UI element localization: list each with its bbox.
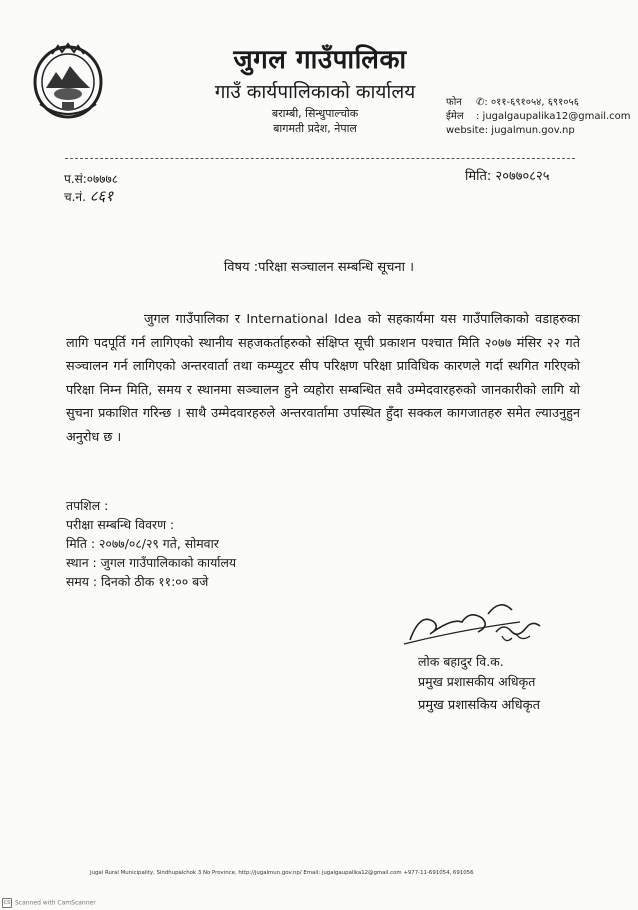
signer-name: लोक बहादुर वि.क. <box>418 654 504 669</box>
signer-title-stamp: प्रमुख प्रशासकिय अधिकृत <box>418 698 541 713</box>
letter-subject: विषय :परिक्षा सञ्चालन सम्बन्धि सूचना । <box>223 260 415 275</box>
camscanner-icon: CS <box>3 900 11 906</box>
signer-title: प्रमुख प्रशासकीय अधिकृत <box>418 674 536 689</box>
handwritten-signature <box>400 592 550 652</box>
exam-date: मिति : २०७७/०८/२९ गते, सोमवार <box>66 536 219 551</box>
email-value[interactable]: : jugalgaupalika12@gmail.com <box>476 111 631 122</box>
office-location-district: बराम्बी, सिन्धुपाल्चोक <box>271 107 359 120</box>
office-subtitle: गाउँ कार्यपालिकाको कार्यालय <box>214 81 416 103</box>
contact-phone <box>446 96 631 110</box>
office-location-province: बागमती प्रदेश, नेपाल <box>273 122 357 135</box>
scanner-text: Scanned with CamScanner <box>15 899 96 907</box>
exam-time: समय : दिनको ठीक ११:०० बजे <box>66 574 209 589</box>
contact-block <box>446 96 631 138</box>
contact-email <box>446 110 631 124</box>
details-heading: तपशिल : <box>66 498 109 513</box>
contact-website <box>446 124 631 138</box>
letter-body: जुगल गाउँपालिका र International Idea को सहकार्यमा यस गाउँपालिकाको वडाहरुका लागि पदपूर्ति गर्न लागिएको स्थानीय सहजकर्ताहरुको संक्षिप्त सूची प्रकाशन पश्चात मिति २०७७ मंसिर २२ गते सञ्चालन गर्न लागिएको अन्तरवार्ता तथा कम्प्युटर सीप परिक्षण परिक्षा प्राविधिक कारणले गर्दा स्थगित गरिएको परिक्षा निम्न मिति, समय र स्थानमा सञ्चालन हुने व्यहोरा सम्बन्धित सवै उम्मेदवारहरुको जानकारीको लागि यो सुचना प्रकाशित गरिन्छ । साथै उम्मेदवारहरुले अन्तरवार्तामा उपस्थित हुँदा सक्कल कागजातहरु समेत ल्याउनुहुन अनुरोध छ । <box>66 312 580 445</box>
chalani-number <box>64 186 113 206</box>
signer-block <box>418 652 540 716</box>
phone-label: फोन <box>446 97 462 108</box>
letter-date: मिति: २०७७०८२५ <box>465 169 550 184</box>
phone-icon: ✆ <box>476 97 485 108</box>
patra-sankhya: प.सं:०७७७८ <box>64 172 118 186</box>
details-block <box>66 496 236 591</box>
phone-value: : ०११-६९१०५४, ६९१०५६ <box>484 97 579 108</box>
exam-place: स्थान : जुगल गाउँपालिकाको कार्यालय <box>66 555 237 570</box>
email-label: ईमेल <box>446 111 464 122</box>
chalani-value: ८६१ <box>89 187 114 205</box>
letter-footer: Jugal Rural Municipality, Sindhupalchok 3 No Province, http://jugalmun.gov.np/ Email: jugalgaupalika12@gmail.com +977-11-691054, 691056 <box>90 870 474 876</box>
details-subheading: परीक्षा सम्बन्धि विवरण : <box>66 517 175 532</box>
government-emblem-icon <box>32 42 104 120</box>
header-divider <box>65 158 575 159</box>
website-value[interactable]: : jugalmun.gov.np <box>484 125 575 136</box>
chalani-label: च.नं. <box>64 190 86 204</box>
scanner-watermark <box>2 898 96 908</box>
office-name: जुगल गाउँपालिका <box>233 45 407 75</box>
website-label: website <box>446 125 485 136</box>
